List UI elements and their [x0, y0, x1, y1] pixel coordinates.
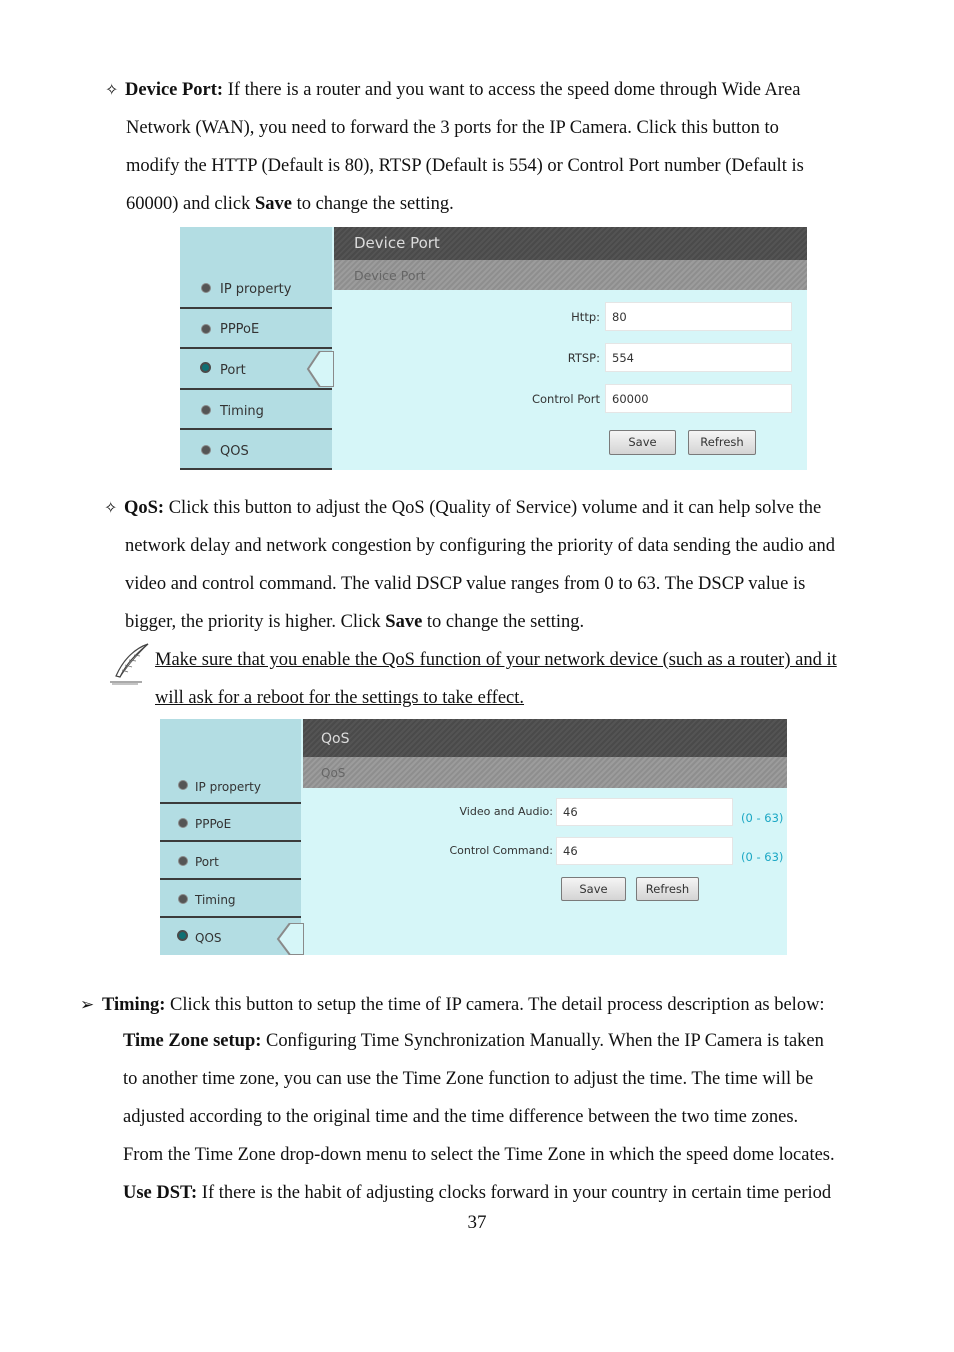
qos-line-1: ✧ QoS: Click this button to adjust the QoS (Quality of Service) volume and it can help solve the — [104, 489, 904, 527]
device-port-line-4: 60000) and click Save to change the setting. — [126, 194, 454, 214]
note-feather-icon — [108, 642, 154, 686]
tz-line-4: From the Time Zone drop-down menu to select the Time Zone in which the speed dome locates. — [123, 1145, 835, 1165]
qos-line-3: video and control command. The valid DSCP value ranges from 0 to 63. The DSCP value is — [125, 574, 806, 594]
refresh-button[interactable]: Refresh — [636, 877, 699, 901]
control-port-label: Control Port — [531, 392, 600, 406]
bullet-dot-icon — [201, 324, 211, 334]
bullet-dot-icon — [201, 283, 211, 293]
bullet-dot-icon — [178, 780, 188, 790]
arrow-bullet-icon: ➢ — [80, 995, 95, 1015]
sidebar-item-qos[interactable]: QOS — [180, 430, 332, 470]
qos-term: QoS: — [124, 498, 165, 518]
note-line-1: Make sure that you enable the QoS function of your network device (such as a router) and it — [155, 650, 837, 670]
bullet-dot-icon — [178, 818, 188, 828]
note-line-2: will ask for a reboot for the settings to take effect. — [155, 688, 525, 708]
sidebar-item-timing[interactable]: Timing — [180, 390, 332, 430]
bullet-dot-icon — [178, 856, 188, 866]
device-port-line-2: Network (WAN), you need to forward the 3 ports for the IP Camera. Click this button to — [126, 118, 779, 138]
tz-line-2: to another time zone, you can use the Time Zone function to adjust the time. The time will be — [123, 1069, 814, 1089]
active-dot-icon — [177, 930, 188, 941]
sidebar-item-timing[interactable]: Timing — [160, 880, 301, 918]
dst-line: Use DST: If there is the habit of adjusting clocks forward in your country in certain time period — [123, 1183, 832, 1203]
refresh-button[interactable]: Refresh — [688, 430, 756, 455]
video-audio-range: (0 - 63) — [741, 811, 784, 825]
rtsp-label: RTSP: — [567, 351, 600, 365]
device-port-paragraph — [105, 71, 905, 223]
control-command-range: (0 - 63) — [741, 850, 784, 864]
control-command-dscp-input[interactable]: 46 — [556, 837, 733, 865]
http-port-input[interactable]: 80 — [605, 302, 792, 331]
control-command-label: Control Command: — [449, 844, 553, 857]
settings-sidebar — [160, 719, 301, 955]
use-dst-term: Use DST: — [123, 1183, 198, 1203]
device-port-line-3: modify the HTTP (Default is 80), RTSP (Default is 554) or Control Port number (Default is — [126, 156, 804, 176]
timing-line-1: ➢ Timing: Click this button to setup the time of IP camera. The detail process description as below: — [80, 986, 900, 1024]
settings-sidebar — [180, 227, 332, 470]
sidebar-item-ip-property[interactable]: IP property — [180, 267, 332, 309]
video-audio-label: Video and Audio: — [459, 805, 553, 818]
device-port-term: Device Port: — [125, 80, 224, 100]
device-port-line-1: ✧ Device Port: If there is a router and you want to access the speed dome through Wide Area — [105, 71, 905, 109]
bullet-dot-icon — [201, 445, 211, 455]
sidebar-item-port[interactable]: Port — [160, 842, 301, 880]
qos-line-2: network delay and network congestion by configuring the priority of data sending the audio and — [125, 536, 836, 556]
time-zone-term: Time Zone setup: — [123, 1031, 262, 1051]
http-label: Http: — [571, 310, 600, 324]
bullet-dot-icon — [201, 405, 211, 415]
sidebar-item-pppoe[interactable]: PPPoE — [180, 309, 332, 349]
sidebar-item-qos[interactable]: QOS — [160, 918, 301, 955]
video-audio-dscp-input[interactable]: 46 — [556, 798, 733, 826]
panel-subheader: QoS — [303, 757, 787, 788]
qos-line-4: bigger, the priority is higher. Click Save to change the setting. — [125, 612, 585, 632]
device-port-screenshot — [180, 227, 807, 470]
diamond-bullet-icon: ✧ — [105, 80, 119, 99]
qos-note — [155, 641, 895, 717]
sidebar-item-port[interactable]: Port — [180, 349, 332, 390]
panel-header: Device Port — [334, 227, 807, 260]
save-button[interactable]: Save — [561, 877, 626, 901]
active-pointer-icon — [306, 351, 334, 387]
qos-screenshot — [160, 719, 787, 955]
diamond-bullet-icon: ✧ — [104, 498, 118, 517]
tz-line-3: adjusted according to the original time and the time difference between the two time zones. — [123, 1107, 799, 1127]
sidebar-item-ip-property[interactable]: IP property — [160, 764, 301, 804]
panel-subheader: Device Port — [334, 260, 807, 290]
active-pointer-icon — [276, 923, 304, 955]
save-button[interactable]: Save — [609, 430, 676, 455]
qos-paragraph — [104, 489, 904, 641]
tz-line-1: Time Zone setup: Configuring Time Synchronization Manually. When the IP Camera is taken — [123, 1031, 824, 1051]
time-zone-paragraph — [123, 1022, 903, 1212]
timing-term: Timing: — [102, 995, 166, 1015]
panel-header: QoS — [303, 719, 787, 757]
control-port-input[interactable]: 60000 — [605, 384, 792, 413]
timing-paragraph — [80, 986, 900, 1024]
sidebar-item-pppoe[interactable]: PPPoE — [160, 804, 301, 842]
rtsp-port-input[interactable]: 554 — [605, 343, 792, 372]
page-number: 37 — [467, 1212, 487, 1233]
active-dot-icon — [200, 362, 211, 373]
bullet-dot-icon — [178, 894, 188, 904]
